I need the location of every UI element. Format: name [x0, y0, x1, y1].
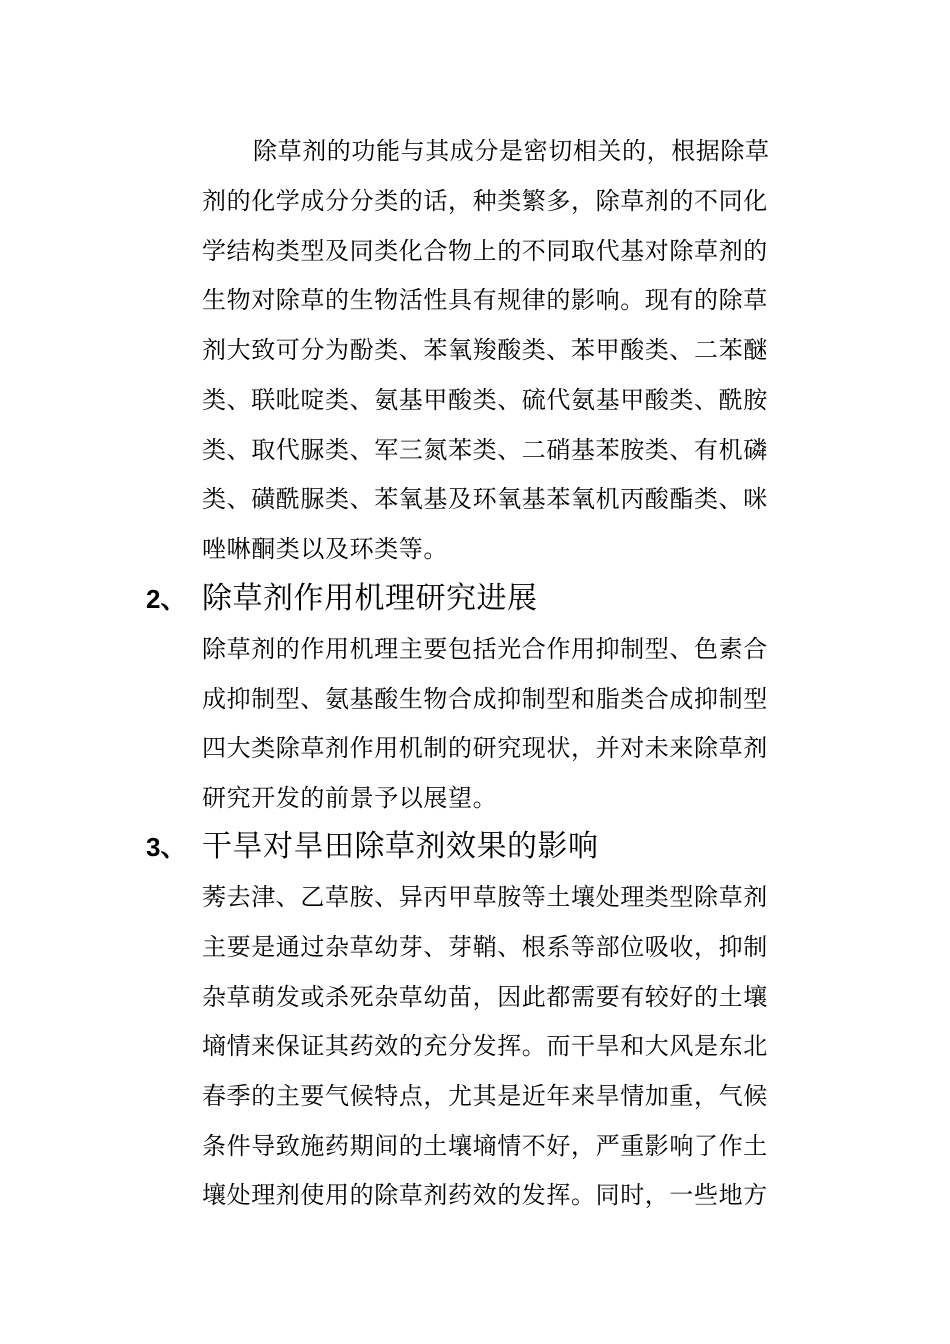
text-line: 条件导致施药期间的土壤墒情不好，严重影响了作土: [202, 1132, 768, 1160]
text-line: 研究开发的前景予以展望。: [202, 784, 498, 812]
text-line: 剂大致可分为酚类、苯氧羧酸类、苯甲酸类、二苯醚: [202, 336, 768, 364]
text-line: 墒情来保证其药效的充分发挥。而干旱和大风是东北: [202, 1032, 768, 1060]
text-line: 壤处理剂使用的除草剂药效的发挥。同时，一些地方: [202, 1181, 768, 1209]
text-line: 四大类除草剂作用机制的研究现状，并对未来除草剂: [202, 734, 768, 762]
section-number: 3、: [146, 832, 187, 862]
text-line: 莠去津、乙草胺、异丙甲草胺等土壤处理类型除草剂: [202, 883, 768, 911]
text-line: 除草剂的作用机理主要包括光合作用抑制型、色素合: [202, 635, 768, 663]
text-line: 类、联吡啶类、氨基甲酸类、硫代氨基甲酸类、酰胺: [202, 386, 768, 414]
text-line: 类、取代脲类、军三氮苯类、二硝基苯胺类、有机磷: [202, 436, 768, 464]
section-number: 2、: [146, 584, 187, 614]
text-line: 唑啉酮类以及环类等。: [202, 535, 448, 563]
text-line: 成抑制型、氨基酸生物合成抑制型和脂类合成抑制型: [202, 685, 768, 713]
text-line: 春季的主要气候特点，尤其是近年来旱情加重，气候: [202, 1082, 768, 1110]
text-line: 类、磺酰脲类、苯氧基及环氧基苯氧机丙酸酯类、咪: [202, 485, 768, 513]
text-line: 主要是通过杂草幼芽、芽鞘、根系等部位吸收，抑制: [202, 933, 768, 961]
text-line: 学结构类型及同类化合物上的不同取代基对除草剂的: [202, 237, 768, 265]
text-line: 杂草萌发或杀死杂草幼苗，因此都需要有较好的土壤: [202, 983, 768, 1011]
text-line: 生物对除草的生物活性具有规律的影响。现有的除草: [202, 286, 768, 314]
text-line: 除草剂的功能与其成分是密切相关的，根据除草: [253, 137, 770, 165]
section-title: 干旱对旱田除草剂效果的影响: [202, 829, 599, 864]
section-title: 除草剂作用机理研究进展: [202, 581, 538, 616]
text-line: 剂的化学成分分类的话，种类繁多，除草剂的不同化: [202, 187, 768, 215]
